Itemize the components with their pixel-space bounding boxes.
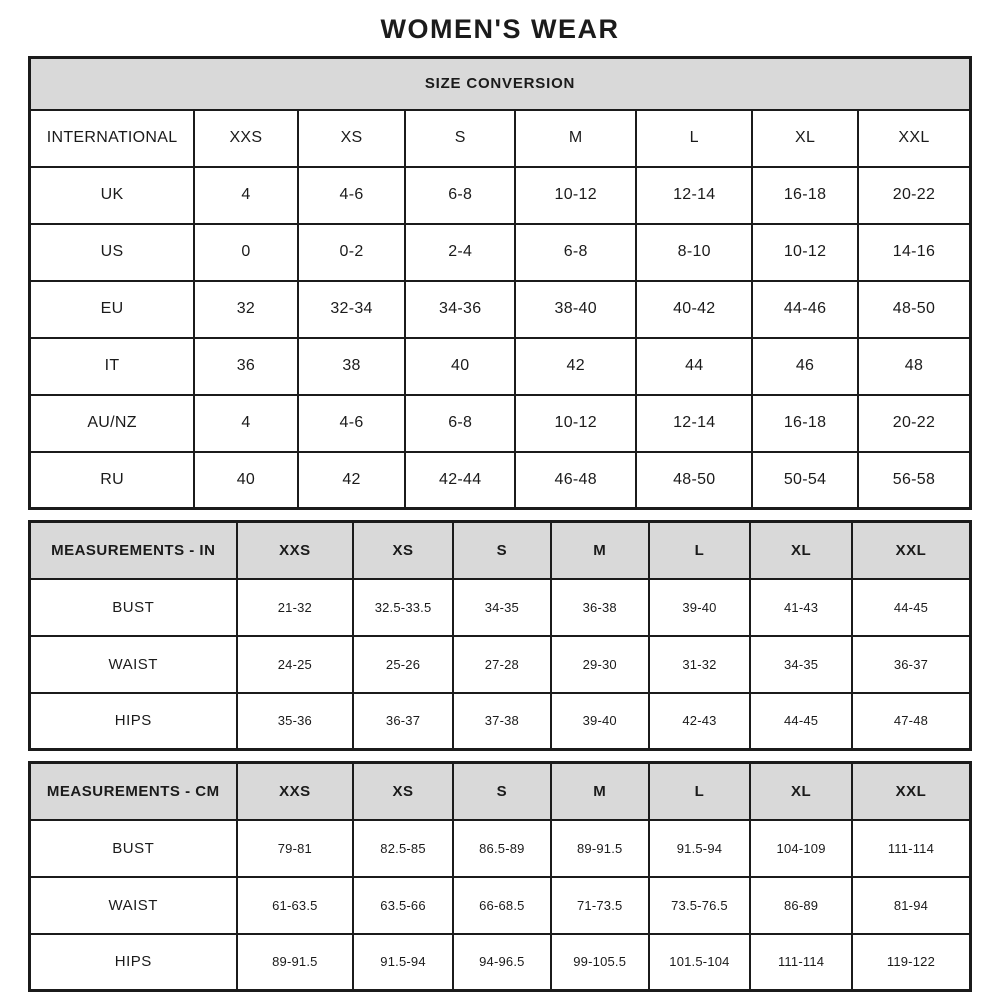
- size-value-cell: 32: [194, 281, 298, 338]
- measurement-row: [30, 579, 971, 636]
- measure-value-cell: 34-35: [750, 636, 852, 693]
- size-value-cell: 38-40: [515, 281, 636, 338]
- size-header-cell: XS: [298, 110, 406, 167]
- size-value-cell: 44: [636, 338, 752, 395]
- measure-value-cell: 86.5-89: [453, 820, 551, 877]
- size-value-cell: 16-18: [752, 167, 858, 224]
- measure-value-cell: 36-37: [353, 693, 453, 750]
- size-value-cell: 56-58: [858, 452, 971, 509]
- region-label: IT: [30, 338, 195, 395]
- measure-value-cell: 42-43: [649, 693, 751, 750]
- measure-value-cell: 32.5-33.5: [353, 579, 453, 636]
- size-value-cell: 46-48: [515, 452, 636, 509]
- measurements-cm-table: [28, 761, 972, 992]
- measure-value-cell: 101.5-104: [649, 934, 751, 991]
- region-label: AU/NZ: [30, 395, 195, 452]
- measure-value-cell: 89-91.5: [551, 820, 649, 877]
- size-header-cell: XXL: [852, 522, 971, 579]
- measurements-cm-title: MEASUREMENTS - CM: [30, 763, 237, 820]
- region-label: RU: [30, 452, 195, 509]
- size-header-cell: XL: [750, 522, 852, 579]
- measure-value-cell: 94-96.5: [453, 934, 551, 991]
- region-label: US: [30, 224, 195, 281]
- size-value-cell: 44-46: [752, 281, 858, 338]
- measure-value-cell: 61-63.5: [237, 877, 354, 934]
- measure-value-cell: 79-81: [237, 820, 354, 877]
- measurement-row: [30, 636, 971, 693]
- size-value-cell: 32-34: [298, 281, 406, 338]
- measure-label: BUST: [30, 820, 237, 877]
- size-value-cell: 14-16: [858, 224, 971, 281]
- measure-value-cell: 39-40: [551, 693, 649, 750]
- size-value-cell: 4: [194, 395, 298, 452]
- measurements-in-header-row: [30, 522, 971, 579]
- size-header-cell: M: [515, 110, 636, 167]
- size-value-cell: 20-22: [858, 395, 971, 452]
- size-value-cell: 6-8: [405, 167, 515, 224]
- region-label: EU: [30, 281, 195, 338]
- measure-value-cell: 89-91.5: [237, 934, 354, 991]
- size-value-cell: 2-4: [405, 224, 515, 281]
- size-header-cell: S: [453, 763, 551, 820]
- measure-value-cell: 44-45: [852, 579, 971, 636]
- measure-value-cell: 37-38: [453, 693, 551, 750]
- size-value-cell: 42-44: [405, 452, 515, 509]
- size-conversion-banner-row: [30, 58, 971, 110]
- measure-label: HIPS: [30, 693, 237, 750]
- size-header-cell: S: [453, 522, 551, 579]
- size-value-cell: 40: [405, 338, 515, 395]
- size-value-cell: 10-12: [752, 224, 858, 281]
- measure-value-cell: 39-40: [649, 579, 751, 636]
- region-label: UK: [30, 167, 195, 224]
- measure-value-cell: 111-114: [750, 934, 852, 991]
- size-value-cell: 4: [194, 167, 298, 224]
- measure-value-cell: 63.5-66: [353, 877, 453, 934]
- size-header-cell: XXL: [852, 763, 971, 820]
- size-header-cell: XXS: [194, 110, 298, 167]
- measurement-row: [30, 820, 971, 877]
- size-value-cell: 38: [298, 338, 406, 395]
- size-value-cell: 20-22: [858, 167, 971, 224]
- measure-value-cell: 73.5-76.5: [649, 877, 751, 934]
- size-value-cell: 6-8: [405, 395, 515, 452]
- measure-value-cell: 24-25: [237, 636, 354, 693]
- measurements-in-title: MEASUREMENTS - IN: [30, 522, 237, 579]
- size-conversion-row: [30, 395, 971, 452]
- size-value-cell: 12-14: [636, 167, 752, 224]
- size-value-cell: 42: [515, 338, 636, 395]
- size-value-cell: 10-12: [515, 395, 636, 452]
- size-conversion-title: SIZE CONVERSION: [30, 58, 971, 110]
- measure-value-cell: 81-94: [852, 877, 971, 934]
- measure-value-cell: 91.5-94: [353, 934, 453, 991]
- size-header-cell: M: [551, 522, 649, 579]
- measure-label: WAIST: [30, 877, 237, 934]
- measure-value-cell: 91.5-94: [649, 820, 751, 877]
- measure-label: BUST: [30, 579, 237, 636]
- measure-value-cell: 86-89: [750, 877, 852, 934]
- measure-value-cell: 44-45: [750, 693, 852, 750]
- measurements-in-table: [28, 520, 972, 751]
- size-header-cell: L: [649, 763, 751, 820]
- measure-value-cell: 29-30: [551, 636, 649, 693]
- size-header-cell: M: [551, 763, 649, 820]
- measurement-row: [30, 693, 971, 750]
- measurement-row: [30, 877, 971, 934]
- size-value-cell: 36: [194, 338, 298, 395]
- measure-value-cell: 41-43: [750, 579, 852, 636]
- size-value-cell: 8-10: [636, 224, 752, 281]
- size-conversion-table: [28, 56, 972, 510]
- size-value-cell: 40: [194, 452, 298, 509]
- measure-label: HIPS: [30, 934, 237, 991]
- size-value-cell: 40-42: [636, 281, 752, 338]
- size-value-cell: 34-36: [405, 281, 515, 338]
- size-value-cell: 6-8: [515, 224, 636, 281]
- measure-value-cell: 104-109: [750, 820, 852, 877]
- size-conversion-row: [30, 338, 971, 395]
- size-header-cell: XXS: [237, 763, 354, 820]
- measure-value-cell: 99-105.5: [551, 934, 649, 991]
- size-value-cell: 48: [858, 338, 971, 395]
- measure-value-cell: 71-73.5: [551, 877, 649, 934]
- size-value-cell: 10-12: [515, 167, 636, 224]
- measure-value-cell: 119-122: [852, 934, 971, 991]
- size-value-cell: 16-18: [752, 395, 858, 452]
- measure-value-cell: 21-32: [237, 579, 354, 636]
- measure-value-cell: 36-38: [551, 579, 649, 636]
- size-value-cell: 48-50: [858, 281, 971, 338]
- size-value-cell: 48-50: [636, 452, 752, 509]
- measure-label: WAIST: [30, 636, 237, 693]
- size-header-cell: L: [649, 522, 751, 579]
- size-header-cell: XXS: [237, 522, 354, 579]
- size-value-cell: 12-14: [636, 395, 752, 452]
- measure-value-cell: 66-68.5: [453, 877, 551, 934]
- international-header-row: [30, 110, 971, 167]
- measure-value-cell: 111-114: [852, 820, 971, 877]
- international-label: INTERNATIONAL: [30, 110, 195, 167]
- size-header-cell: S: [405, 110, 515, 167]
- size-value-cell: 0: [194, 224, 298, 281]
- size-conversion-row: [30, 167, 971, 224]
- page-title: WOMEN'S WEAR: [380, 14, 620, 44]
- size-conversion-row: [30, 452, 971, 509]
- size-header-cell: L: [636, 110, 752, 167]
- measure-value-cell: 82.5-85: [353, 820, 453, 877]
- size-header-cell: XS: [353, 522, 453, 579]
- measure-value-cell: 31-32: [649, 636, 751, 693]
- size-header-cell: XL: [750, 763, 852, 820]
- measure-value-cell: 27-28: [453, 636, 551, 693]
- measurements-cm-header-row: [30, 763, 971, 820]
- size-value-cell: 42: [298, 452, 406, 509]
- measure-value-cell: 35-36: [237, 693, 354, 750]
- size-header-cell: XXL: [858, 110, 971, 167]
- measurement-row: [30, 934, 971, 991]
- measure-value-cell: 47-48: [852, 693, 971, 750]
- size-conversion-row: [30, 281, 971, 338]
- size-value-cell: 50-54: [752, 452, 858, 509]
- measure-value-cell: 36-37: [852, 636, 971, 693]
- size-header-cell: XS: [353, 763, 453, 820]
- size-value-cell: 4-6: [298, 167, 406, 224]
- size-header-cell: XL: [752, 110, 858, 167]
- measure-value-cell: 25-26: [353, 636, 453, 693]
- size-value-cell: 0-2: [298, 224, 406, 281]
- size-value-cell: 46: [752, 338, 858, 395]
- size-value-cell: 4-6: [298, 395, 406, 452]
- size-conversion-row: [30, 224, 971, 281]
- measure-value-cell: 34-35: [453, 579, 551, 636]
